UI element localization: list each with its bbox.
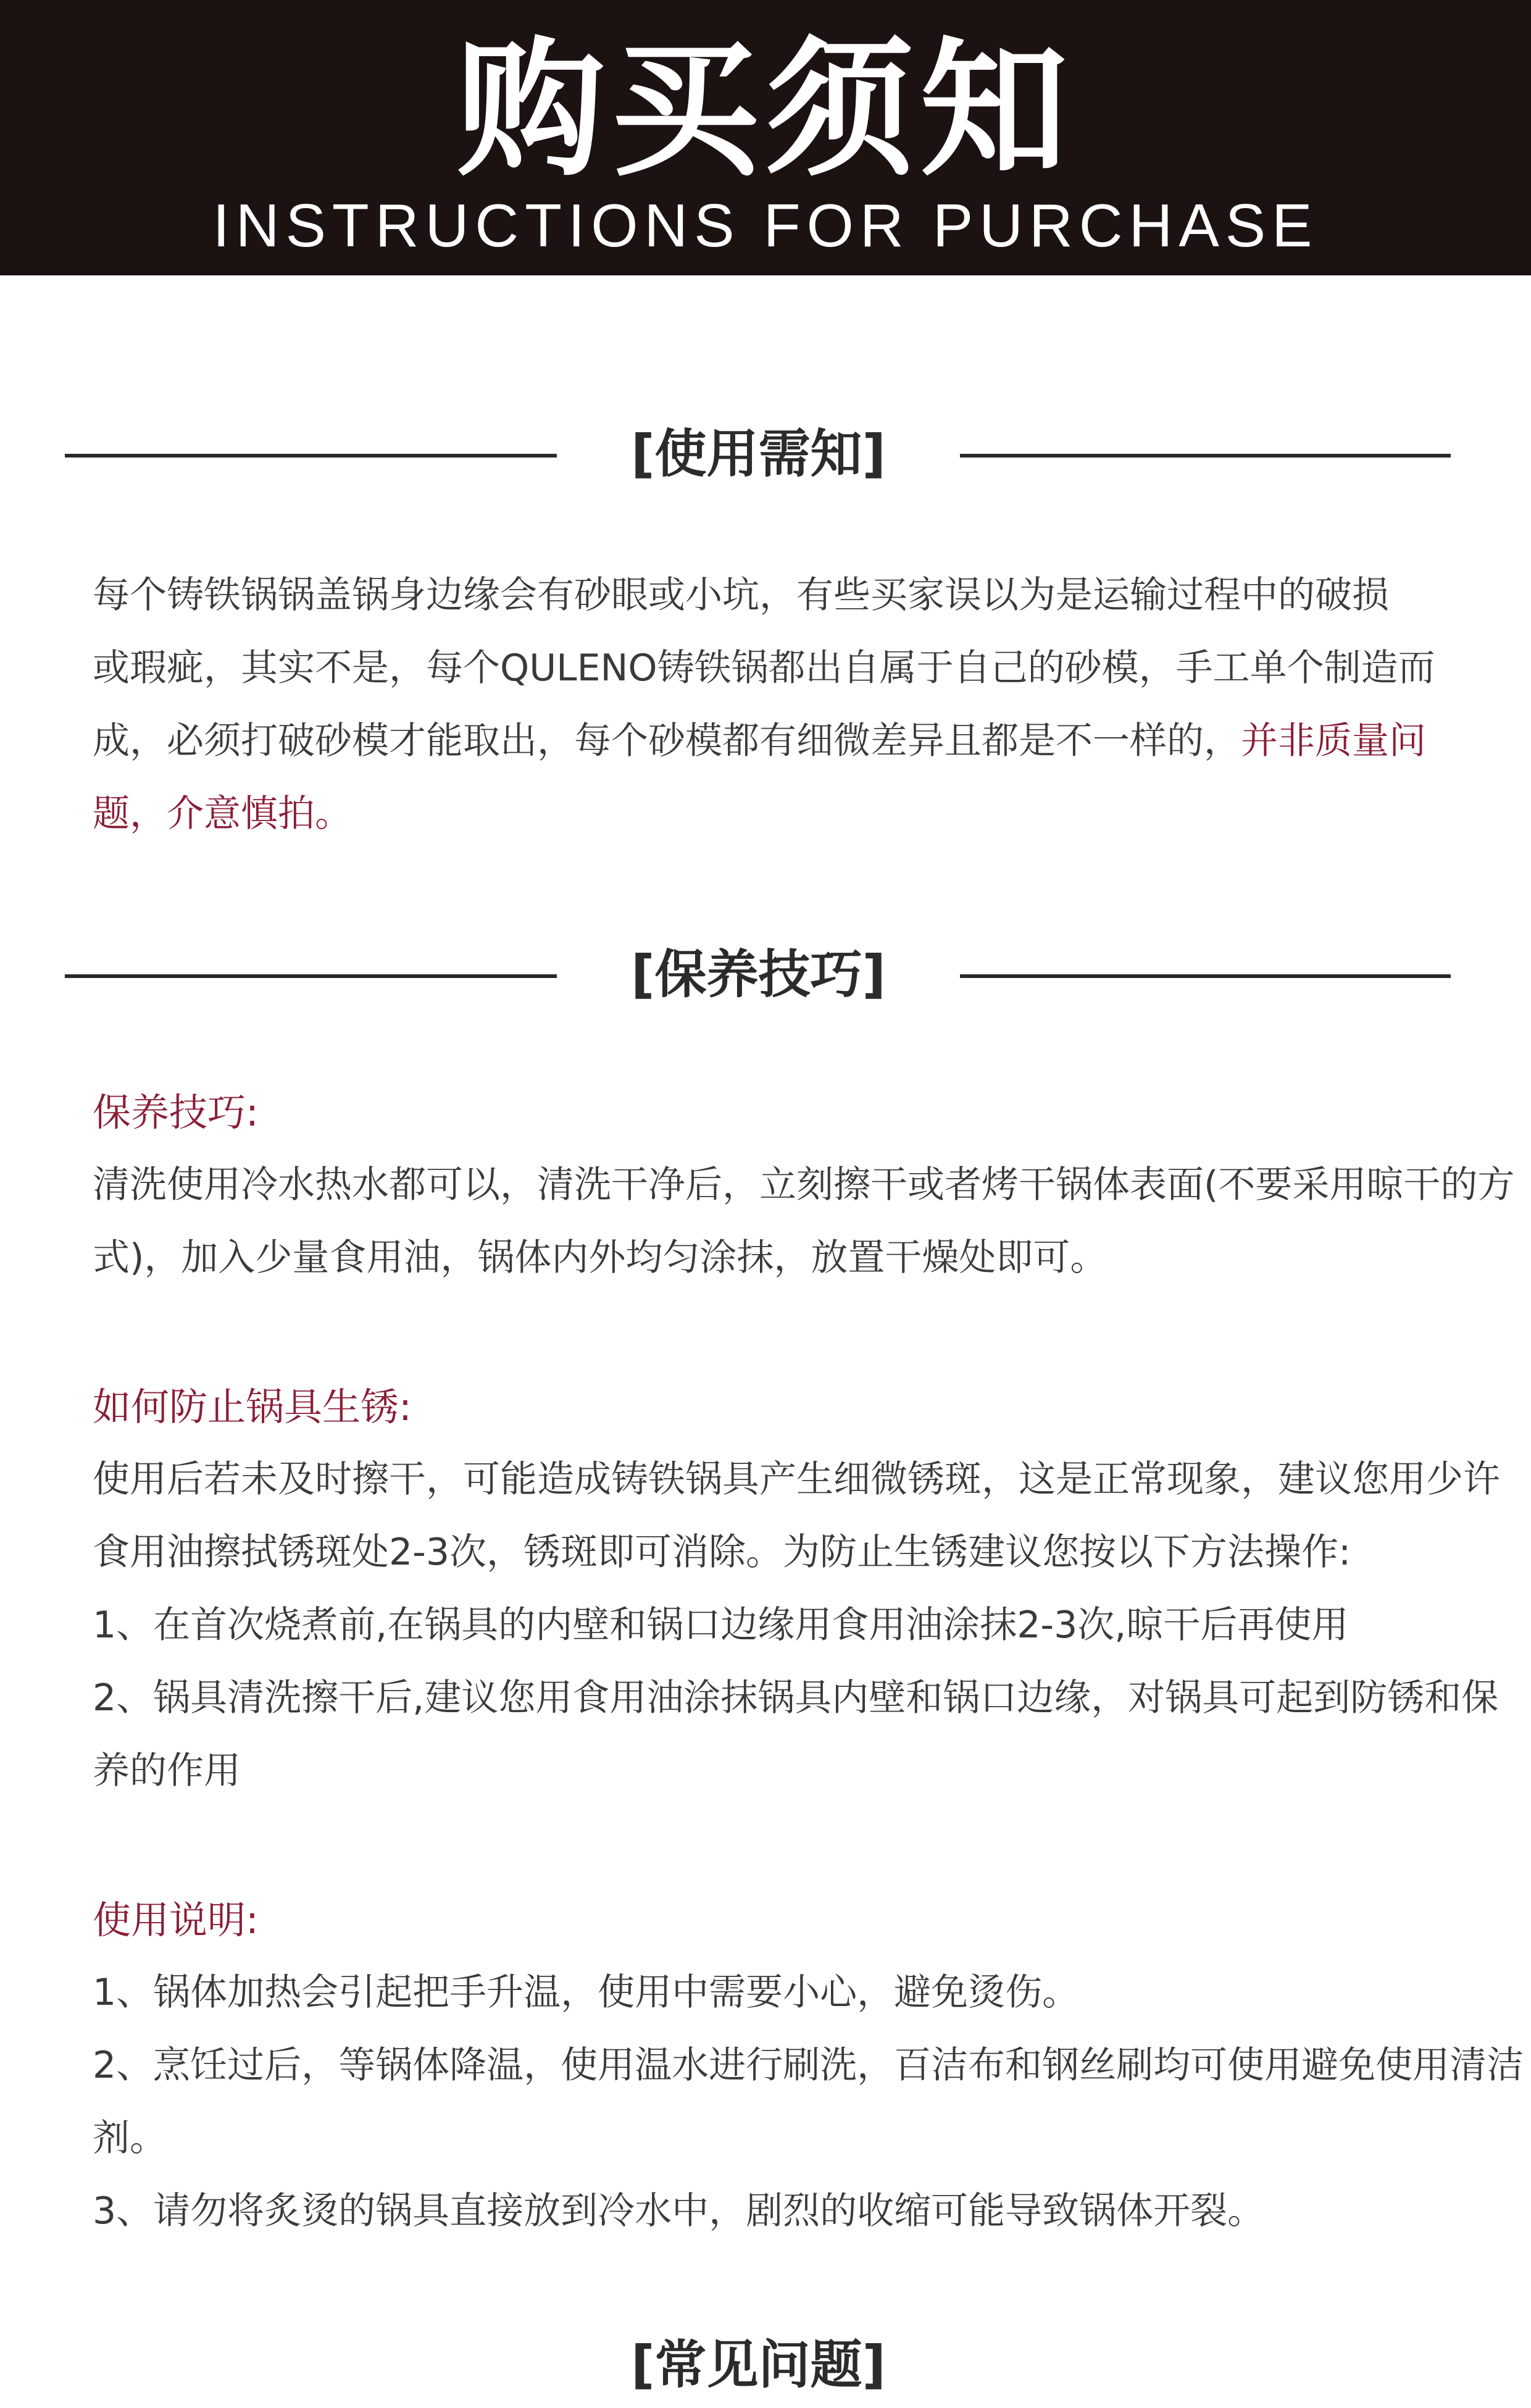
paragraph-line: 使用后若未及时擦干，可能造成铸铁锅具产生细微锈斑，这是正常现象，建议您用少许 <box>93 1458 1500 1501</box>
paragraph-line: 剂。 <box>93 2117 167 2160</box>
subsection-title: 如何防止锅具生锈: <box>93 1384 412 1429</box>
highlighted-warning-text: 并非质量问 <box>1241 719 1426 763</box>
paragraph-line <box>93 704 1463 777</box>
paragraph-text: 成，必须打破砂模才能取出，每个砂模都有细微差异且都是不一样的， <box>93 719 1241 763</box>
paragraph-line: 2、锅具清洗擦干后,建议您用食用油涂抹锅具内壁和锅口边缘，对锅具可起到防锈和保 <box>93 1676 1499 1720</box>
section-heading: [常见问题] <box>631 2335 886 2395</box>
page-subtitle: INSTRUCTIONS FOR PURCHASE <box>212 191 1319 259</box>
divider-line-left <box>65 454 557 458</box>
divider-line-right <box>960 454 1451 458</box>
section-header-faq <box>0 2322 1531 2408</box>
section-heading: [使用需知] <box>631 424 886 484</box>
highlighted-warning-text: 题，介意慎拍。 <box>93 792 352 835</box>
paragraph-line: 2、烹饪过后，等锅体降温，使用温水进行刷洗，百洁布和钢丝刷均可使用避免使用清洁 <box>93 2044 1524 2087</box>
section-heading: [保养技巧] <box>631 944 886 1005</box>
section-header-usage-notice <box>0 411 1531 497</box>
page-title: 购买须知 <box>456 23 1074 196</box>
paragraph-line: 食用油擦拭锈斑处2-3次，锈斑即可消除。为防止生锈建议您按以下方法操作: <box>93 1531 1351 1574</box>
header-banner <box>0 0 1531 275</box>
paragraph-line: 1、在首次烧煮前,在锅具的内壁和锅口边缘用食用油涂抹2-3次,晾干后再使用 <box>93 1603 1349 1647</box>
divider-line-left <box>65 974 557 978</box>
section-header-care-tips <box>0 931 1531 1018</box>
subsection-title: 保养技巧: <box>93 1090 259 1135</box>
divider-line-right <box>960 974 1451 978</box>
paragraph-line: 式)，加入少量食用油，锅体内外均匀涂抹，放置干燥处即可。 <box>93 1236 1108 1279</box>
paragraph-line: 或瑕疵，其实不是，每个QULENO铸铁锅都出自属于自己的砂模，手工单个制造而 <box>93 646 1435 690</box>
subsection-title: 使用说明: <box>93 1897 259 1942</box>
paragraph-line: 1、锅体加热会引起把手升温，使用中需要小心，避免烫伤。 <box>93 1971 1080 2014</box>
paragraph-line: 3、请勿将炙烫的锅具直接放到冷水中，剧烈的收缩可能导致锅体开裂。 <box>93 2189 1265 2233</box>
paragraph-line: 每个铸铁锅锅盖锅身边缘会有砂眼或小坑，有些买家误以为是运输过程中的破损 <box>93 574 1389 617</box>
paragraph-line: 清洗使用冷水热水都可以，清洗干净后，立刻擦干或者烤干锅体表面(不要采用晾干的方 <box>93 1163 1515 1206</box>
paragraph-line: 养的作用 <box>93 1749 241 1792</box>
